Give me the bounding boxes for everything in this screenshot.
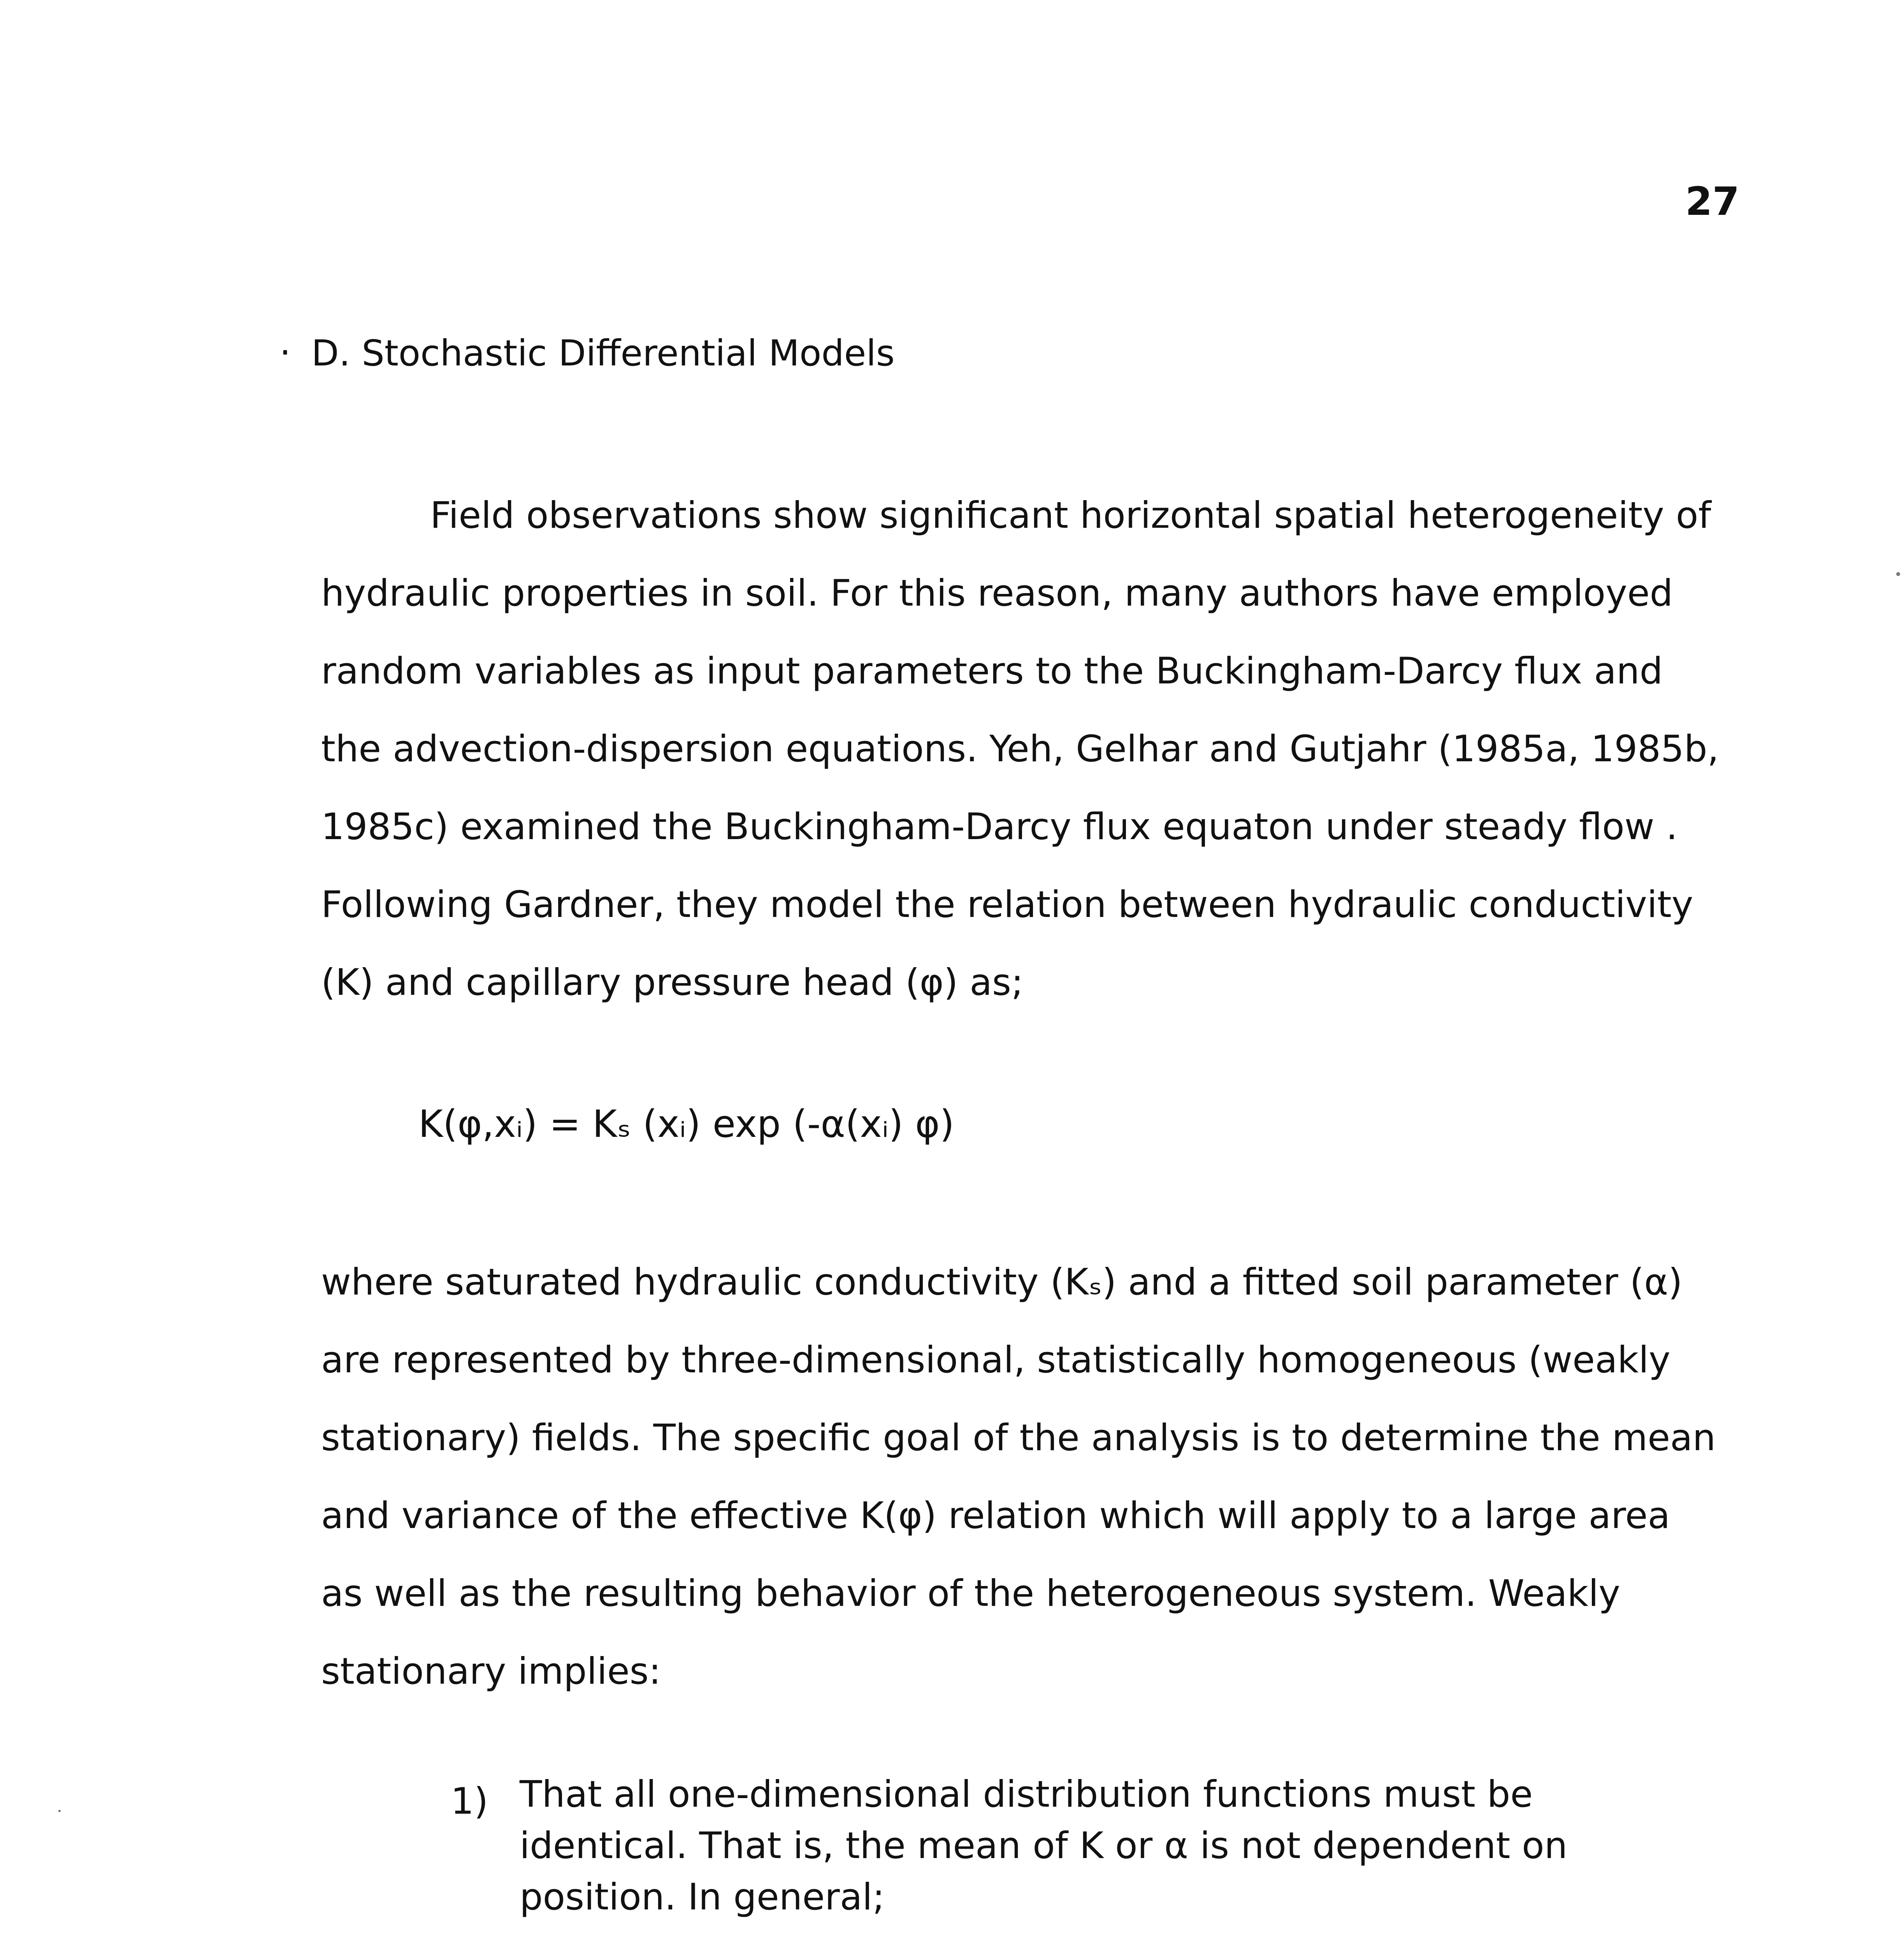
paragraph-intro: Field observations show significant horizontal spatial heterogeneity of hydraulic properties in soil. For this reason, many authors have employed random variables as input parameters to the Buckingham-Darcy flux and the advection-dispersion equations. Yeh, Gelhar and Gutjahr (1985a, 1985b, 1985c) examined the Buckingham-Darcy flux equaton under steady flow . Following Gardner, they model the relation between hydraulic conductivity (K) and capillary pressure head (φ) as; bbox=[321, 494, 1719, 1004]
list-item-text: That all one-dimensional distribution functions must be identical. That is, the mean of K or α is not dependent on position. In general; bbox=[520, 1773, 1568, 1918]
list-item-marker: 1) bbox=[451, 1780, 488, 1823]
equation-conductivity: K(φ,xᵢ) = Kₛ (xᵢ) exp (-α(xᵢ) φ) bbox=[418, 1102, 954, 1146]
scan-speck bbox=[58, 1810, 61, 1812]
section-heading: D. Stochastic Differential Models bbox=[311, 332, 895, 374]
heading-bullet: · bbox=[279, 332, 291, 373]
paragraph-stationary: where saturated hydraulic conductivity (Kₛ) and a fitted soil parameter (α) are represented by three-dimensional, statistically homogeneous (weakly stationary) fields. The specific goal of the analysis is to determine the mean and variance of the effective K(φ) relation which will apply to a large area as well as the resulting behavior of the heterogeneous system. Weakly stationary implies: bbox=[321, 1261, 1716, 1693]
page-number: 27 bbox=[1685, 179, 1740, 224]
scan-speck bbox=[1896, 572, 1900, 576]
